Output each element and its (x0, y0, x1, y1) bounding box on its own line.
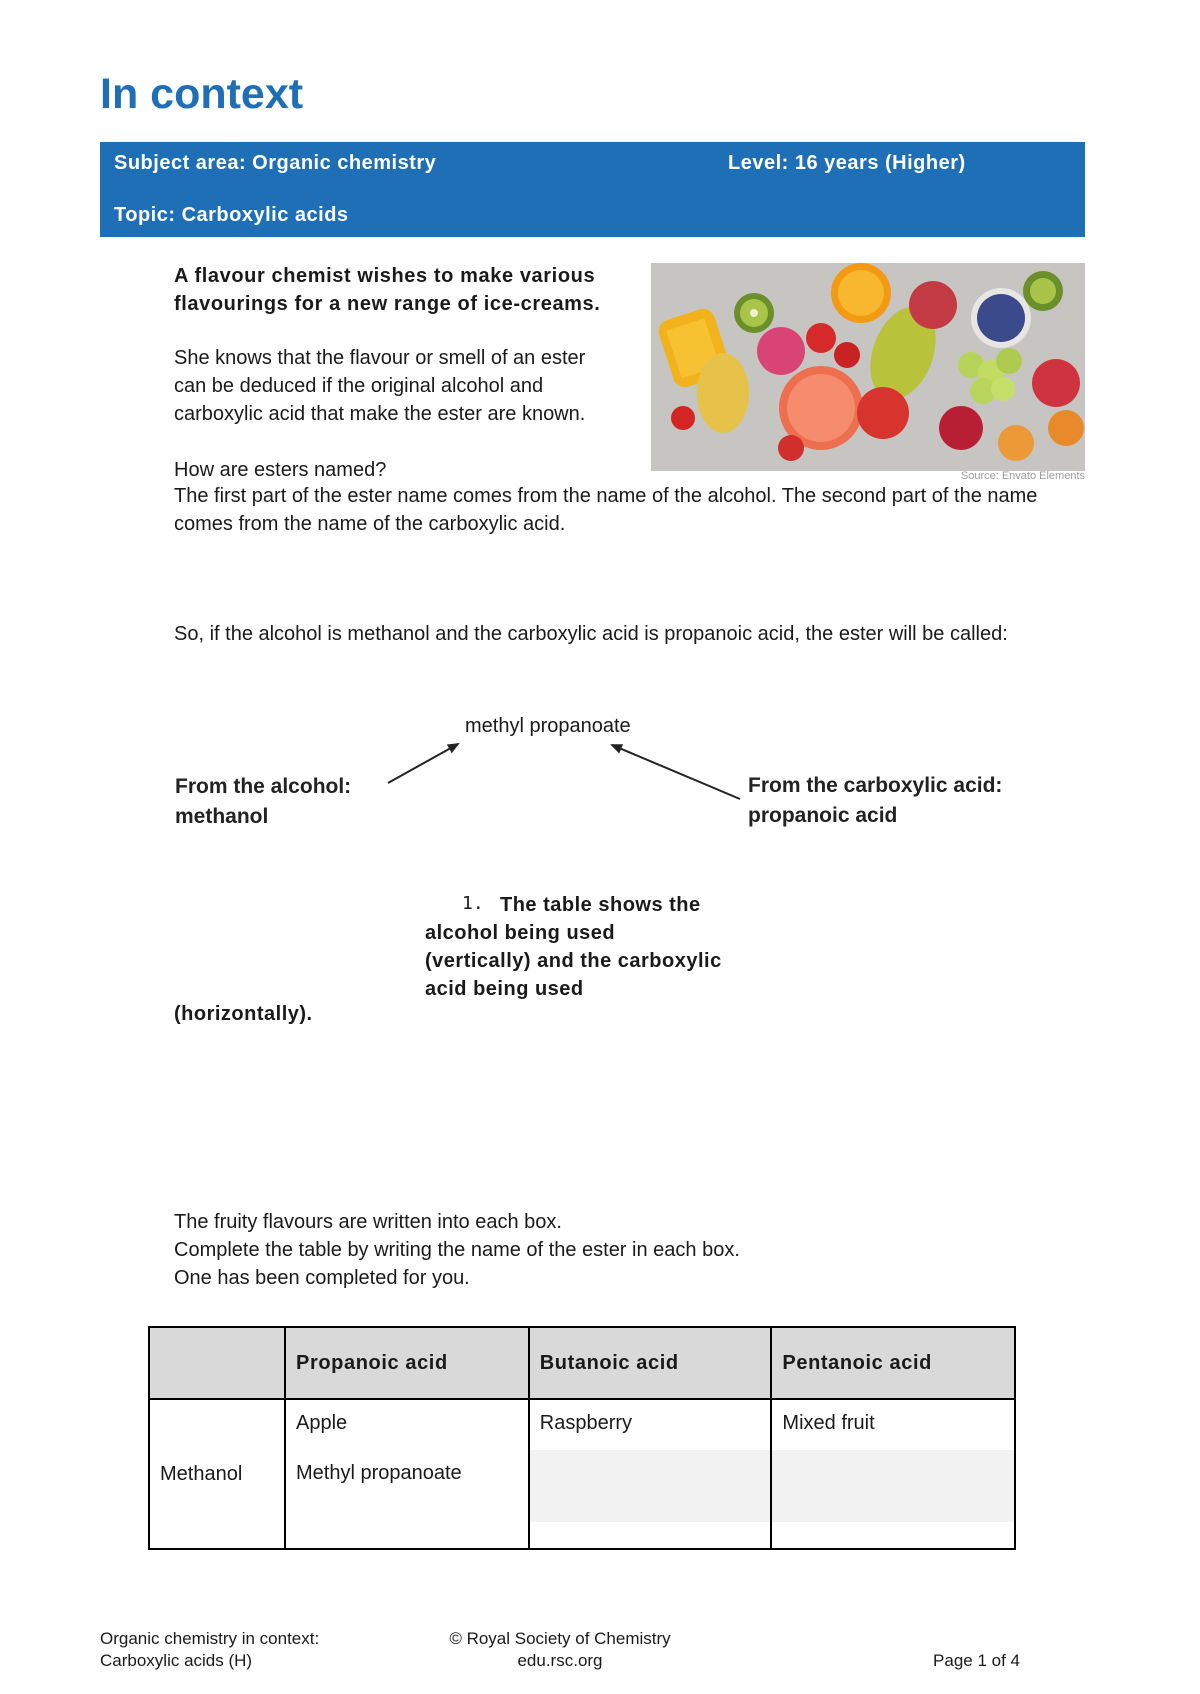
ester-name-label: methyl propanoate (465, 715, 631, 737)
table-header-corner (149, 1327, 285, 1399)
acid-label: From the carboxylic acid: (748, 774, 1003, 797)
footer-document-title (100, 1628, 319, 1672)
flavour-text: Apple (296, 1412, 348, 1434)
question-number: 1. (462, 893, 484, 914)
table-cell (529, 1399, 772, 1549)
ester-answer: Methyl propanoate (296, 1462, 462, 1484)
table-row (149, 1399, 1015, 1549)
alcohol-arrow (388, 744, 458, 783)
footer-copyright (430, 1628, 690, 1672)
question-text: The table shows the alcohol being used (vertically) and the carboxylic acid being used (425, 894, 722, 1000)
acid-value: propanoic acid (748, 804, 898, 827)
fruit-illustration (651, 263, 1085, 471)
subject-area: Subject area: Organic chemistry (114, 152, 437, 174)
footer-center-line: edu.rsc.org (517, 1651, 603, 1670)
acid-source-label (748, 771, 1002, 831)
paragraph-example: So, if the alcohol is methanol and the carboxylic acid is propanoic acid, the ester will be called: (174, 623, 1008, 645)
page-title: In context (100, 70, 304, 118)
table-cell (771, 1399, 1015, 1549)
instruction-line: One has been completed for you. (174, 1267, 470, 1289)
intro-question: How are esters named? (174, 459, 387, 481)
paragraph-ester-naming: The first part of the ester name comes from the name of the alcohol. The second part of the name comes from the name of the carboxylic acid. (174, 485, 1038, 535)
intro-body (174, 344, 614, 484)
instruction-line: The fruity flavours are written into each box. (174, 1211, 562, 1233)
alcohol-value: methanol (175, 805, 269, 828)
image-source-caption: Source: Envato Elements (960, 470, 1085, 482)
instruction-line: Complete the table by writing the name of the ester in each box. (174, 1239, 740, 1261)
footer-left-line: Carboxylic acids (H) (100, 1651, 253, 1670)
footer-center-line: © Royal Society of Chemistry (449, 1629, 671, 1648)
footer-left-line: Organic chemistry in context: (100, 1629, 320, 1648)
table-header-pentanoic: Pentanoic acid (771, 1327, 1015, 1399)
topic: Topic: Carboxylic acids (114, 204, 349, 226)
flavour-text: Mixed fruit (782, 1412, 875, 1434)
row-alcohol-label: Methanol (149, 1399, 285, 1549)
table-cell (285, 1399, 529, 1549)
alcohol-label: From the alcohol: (175, 775, 352, 798)
footer-page-number: Page 1 of 4 (933, 1651, 1020, 1670)
ester-answer-box[interactable] (530, 1450, 771, 1522)
intro-statement: A flavour chemist wishes to make various flavourings for a new range of ice-creams. (174, 265, 601, 315)
alcohol-source-label (175, 772, 351, 832)
header-banner (100, 142, 1085, 237)
table-header-butanoic: Butanoic acid (529, 1327, 772, 1399)
table-header-propanoic: Propanoic acid (285, 1327, 529, 1399)
level: Level: 16 years (Higher) (728, 152, 966, 174)
flavour-text: Raspberry (539, 1412, 633, 1434)
acid-arrow (612, 745, 740, 799)
intro-paragraph: She knows that the flavour or smell of an ester can be deduced if the original alcohol and carboxylic acid that make the ester are known. (174, 347, 586, 425)
ester-table (148, 1326, 1016, 1550)
table-header-row (149, 1327, 1015, 1399)
instructions (174, 1208, 974, 1292)
fruit-photo (651, 263, 1085, 471)
question-text-tail: (horizontally). (174, 1003, 313, 1025)
ester-answer-box[interactable] (772, 1450, 1014, 1522)
